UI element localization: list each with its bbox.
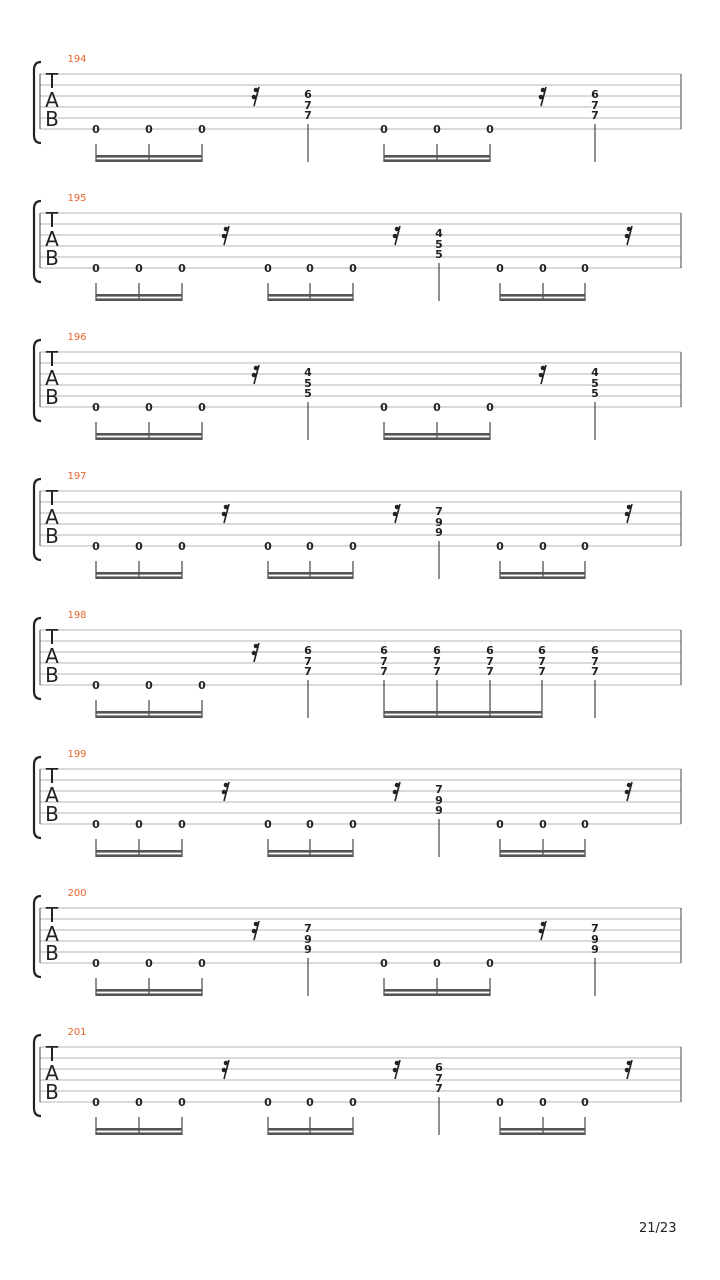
tab-clef-letter: A — [45, 505, 59, 529]
fret-number: 7 — [304, 109, 312, 122]
fret-number: 7 — [435, 1072, 443, 1085]
tab-clef-letter: A — [45, 783, 59, 807]
beam — [96, 854, 182, 857]
fret-number: 7 — [591, 665, 599, 678]
fret-number: 0 — [496, 1096, 504, 1109]
beam — [500, 850, 585, 853]
beam — [96, 850, 182, 853]
beam — [268, 1132, 353, 1135]
measure-number: 198 — [67, 610, 87, 621]
beam — [96, 711, 202, 714]
beam — [268, 850, 353, 853]
fret-number: 0 — [92, 540, 100, 553]
tab-system — [34, 332, 681, 440]
fret-number: 0 — [198, 123, 206, 136]
tab-clef-letter: B — [45, 524, 59, 548]
tab-clef-letter: A — [45, 366, 59, 390]
beam — [384, 155, 490, 158]
tab-clef-letter: T — [45, 625, 59, 649]
fret-number: 9 — [591, 933, 599, 946]
fret-number: 0 — [380, 957, 388, 970]
tab-clef-letter: T — [45, 347, 59, 371]
tab-clef-letter: A — [45, 227, 59, 251]
tab-system — [34, 610, 681, 718]
fret-number: 6 — [304, 88, 312, 101]
measure-number: 195 — [67, 193, 87, 204]
fret-number: 6 — [591, 644, 599, 657]
beam — [96, 155, 202, 158]
beam — [268, 298, 353, 301]
fret-number: 0 — [306, 818, 314, 831]
measure-number: 201 — [67, 1027, 87, 1038]
fret-number: 0 — [198, 679, 206, 692]
fret-number: 9 — [304, 943, 312, 956]
tab-clef-letter: A — [45, 644, 59, 668]
beam — [500, 854, 585, 857]
beam — [268, 1128, 353, 1131]
fret-number: 0 — [433, 401, 441, 414]
tab-system — [34, 749, 681, 857]
fret-number: 5 — [304, 387, 312, 400]
fret-number: 7 — [304, 655, 312, 668]
fret-number: 0 — [135, 262, 143, 275]
fret-number: 9 — [435, 804, 443, 817]
tab-clef-letter: A — [45, 1061, 59, 1085]
fret-number: 7 — [304, 99, 312, 112]
fret-number: 0 — [145, 401, 153, 414]
fret-number: 0 — [581, 818, 589, 831]
measure-number: 197 — [67, 471, 87, 482]
measure-number: 196 — [67, 332, 87, 343]
fret-number: 0 — [581, 540, 589, 553]
fret-number: 0 — [264, 262, 272, 275]
fret-number: 6 — [538, 644, 546, 657]
page-number: 21/23 — [639, 1221, 677, 1236]
beam — [268, 572, 353, 575]
fret-number: 6 — [486, 644, 494, 657]
fret-number: 0 — [486, 401, 494, 414]
beam — [384, 711, 542, 714]
tab-clef-letter: T — [45, 1042, 59, 1066]
fret-number: 0 — [92, 262, 100, 275]
fret-number: 5 — [435, 248, 443, 261]
fret-number: 7 — [304, 922, 312, 935]
measure-number: 199 — [67, 749, 87, 760]
fret-number: 0 — [349, 262, 357, 275]
beam — [96, 989, 202, 992]
beam — [500, 576, 585, 579]
beam — [500, 1132, 585, 1135]
beam — [96, 1128, 182, 1131]
fret-number: 9 — [591, 943, 599, 956]
beam — [96, 715, 202, 718]
beam — [384, 989, 490, 992]
beam — [96, 159, 202, 162]
fret-number: 7 — [435, 505, 443, 518]
fret-number: 6 — [433, 644, 441, 657]
fret-number: 6 — [304, 644, 312, 657]
tab-clef-letter: T — [45, 486, 59, 510]
fret-number: 7 — [433, 665, 441, 678]
fret-number: 0 — [581, 1096, 589, 1109]
fret-number: 5 — [435, 238, 443, 251]
tab-clef-letter: B — [45, 1080, 59, 1104]
fret-number: 0 — [145, 123, 153, 136]
fret-number: 0 — [496, 540, 504, 553]
beam — [96, 298, 182, 301]
fret-number: 7 — [591, 99, 599, 112]
fret-number: 0 — [92, 1096, 100, 1109]
beam — [500, 294, 585, 297]
fret-number: 0 — [496, 818, 504, 831]
fret-number: 0 — [264, 1096, 272, 1109]
fret-number: 0 — [92, 818, 100, 831]
tab-clef-letter: T — [45, 69, 59, 93]
tab-clef-letter: T — [45, 764, 59, 788]
fret-number: 0 — [349, 1096, 357, 1109]
fret-number: 0 — [92, 679, 100, 692]
beam — [384, 437, 490, 440]
fret-number: 0 — [135, 540, 143, 553]
fret-number: 0 — [178, 540, 186, 553]
beam — [96, 576, 182, 579]
tab-clef-letter: B — [45, 941, 59, 965]
fret-number: 4 — [304, 366, 312, 379]
tab-clef-letter: B — [45, 802, 59, 826]
fret-number: 0 — [178, 818, 186, 831]
tab-system — [34, 471, 681, 579]
beam — [96, 433, 202, 436]
tab-clef-letter: T — [45, 208, 59, 232]
measure-number: 194 — [67, 54, 87, 65]
fret-number: 6 — [435, 1061, 443, 1074]
beam — [96, 993, 202, 996]
tab-clef-letter: B — [45, 663, 59, 687]
tab-clef-letter: A — [45, 88, 59, 112]
beam — [384, 433, 490, 436]
fret-number: 4 — [591, 366, 599, 379]
fret-number: 0 — [581, 262, 589, 275]
fret-number: 9 — [435, 526, 443, 539]
fret-number: 7 — [538, 665, 546, 678]
fret-number: 0 — [264, 818, 272, 831]
fret-number: 7 — [591, 109, 599, 122]
fret-number: 0 — [380, 123, 388, 136]
beam — [384, 159, 490, 162]
fret-number: 0 — [349, 540, 357, 553]
fret-number: 0 — [178, 1096, 186, 1109]
fret-number: 0 — [539, 1096, 547, 1109]
fret-number: 6 — [591, 88, 599, 101]
tab-system — [34, 888, 681, 996]
fret-number: 0 — [135, 818, 143, 831]
fret-number: 6 — [380, 644, 388, 657]
fret-number: 7 — [591, 922, 599, 935]
measure-number: 200 — [67, 888, 87, 899]
beam — [96, 572, 182, 575]
fret-number: 0 — [539, 262, 547, 275]
fret-number: 7 — [380, 665, 388, 678]
fret-number: 7 — [435, 1082, 443, 1095]
tab-clef-letter: B — [45, 385, 59, 409]
fret-number: 9 — [435, 516, 443, 529]
beam — [500, 572, 585, 575]
fret-number: 7 — [380, 655, 388, 668]
fret-number: 5 — [591, 387, 599, 400]
fret-number: 0 — [496, 262, 504, 275]
fret-number: 0 — [306, 1096, 314, 1109]
fret-number: 0 — [433, 957, 441, 970]
fret-number: 7 — [433, 655, 441, 668]
tab-system — [34, 54, 681, 162]
beam — [268, 576, 353, 579]
fret-number: 0 — [198, 401, 206, 414]
beam — [500, 298, 585, 301]
fret-number: 0 — [380, 401, 388, 414]
fret-number: 7 — [486, 665, 494, 678]
tab-clef-letter: B — [45, 246, 59, 270]
fret-number: 7 — [435, 783, 443, 796]
fret-number: 0 — [198, 957, 206, 970]
fret-number: 7 — [538, 655, 546, 668]
beam — [268, 854, 353, 857]
beam — [268, 294, 353, 297]
fret-number: 0 — [178, 262, 186, 275]
fret-number: 4 — [435, 227, 443, 240]
fret-number: 0 — [306, 262, 314, 275]
fret-number: 0 — [135, 1096, 143, 1109]
fret-number: 7 — [591, 655, 599, 668]
beam — [96, 1132, 182, 1135]
beam — [384, 993, 490, 996]
fret-number: 5 — [304, 377, 312, 390]
fret-number: 9 — [435, 794, 443, 807]
fret-number: 0 — [306, 540, 314, 553]
tab-system — [34, 193, 681, 301]
fret-number: 0 — [145, 957, 153, 970]
beam — [384, 715, 542, 718]
fret-number: 7 — [486, 655, 494, 668]
fret-number: 0 — [92, 123, 100, 136]
fret-number: 0 — [264, 540, 272, 553]
beam — [500, 1128, 585, 1131]
fret-number: 0 — [92, 401, 100, 414]
fret-number: 0 — [349, 818, 357, 831]
fret-number: 5 — [591, 377, 599, 390]
beam — [96, 294, 182, 297]
fret-number: 0 — [486, 123, 494, 136]
fret-number: 0 — [539, 540, 547, 553]
tab-clef-letter: T — [45, 903, 59, 927]
fret-number: 7 — [304, 665, 312, 678]
fret-number: 0 — [145, 679, 153, 692]
tab-system — [34, 1027, 681, 1135]
beam — [96, 437, 202, 440]
fret-number: 0 — [433, 123, 441, 136]
fret-number: 0 — [92, 957, 100, 970]
fret-number: 9 — [304, 933, 312, 946]
fret-number: 0 — [486, 957, 494, 970]
tab-clef-letter: B — [45, 107, 59, 131]
fret-number: 0 — [539, 818, 547, 831]
tab-clef-letter: A — [45, 922, 59, 946]
